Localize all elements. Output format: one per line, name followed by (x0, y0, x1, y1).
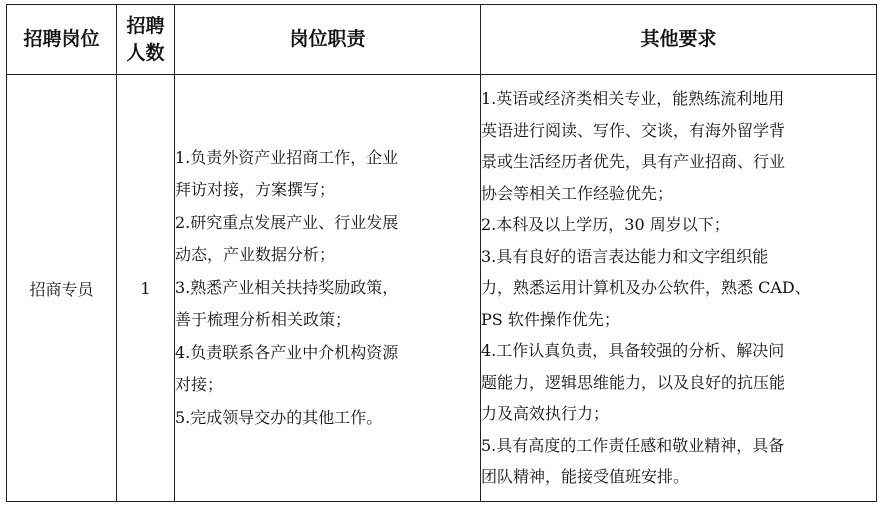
requirement-line: 团队精神，能接受值班安排。 (481, 467, 690, 487)
recruitment-table (6, 4, 877, 502)
duty-line: 5.完成领导交办的其他工作。 (175, 407, 383, 427)
duty-line: 动态，产业数据分析； (175, 245, 336, 265)
duty-line: 对接； (175, 375, 224, 395)
requirement-line: 英语进行阅读、写作、交谈，有海外留学背 (481, 120, 786, 140)
header-row (7, 5, 877, 75)
requirement-line: 4.工作认真负责，具备较强的分析、解决问 (481, 341, 785, 361)
requirement-line: 3.具有良好的语言表达能力和文字组织能 (481, 246, 769, 266)
requirement-line: 2.本科及以上学历，30 周岁以下； (481, 215, 730, 235)
header-position: 招聘岗位 (7, 5, 117, 75)
requirement-line: 力及高效执行力； (481, 404, 610, 424)
requirement-line: PS 软件操作优先； (481, 309, 620, 329)
requirement-line: 题能力，逻辑思维能力，以及良好的抗压能 (481, 372, 786, 392)
requirement-line: 协会等相关工作经验优先； (481, 183, 674, 203)
requirement-line: 力，熟悉运用计算机及办公软件，熟悉 CAD、 (481, 278, 811, 298)
cell-count: 1 (117, 75, 175, 502)
requirement-line: 5.具有高度的工作责任感和敬业精神，具备 (481, 435, 785, 455)
header-count (117, 5, 175, 75)
cell-requirements (481, 75, 877, 502)
header-requirements: 其他要求 (481, 5, 877, 75)
duty-line: 2.研究重点发展产业、行业发展 (175, 212, 399, 232)
duty-line: 4.负责联系各产业中介机构资源 (175, 342, 399, 362)
header-duties: 岗位职责 (175, 5, 481, 75)
requirement-line: 1.英语或经济类相关专业，能熟练流利地用 (481, 89, 785, 109)
header-count-line2: 人数 (126, 41, 165, 64)
cell-duties (175, 75, 481, 502)
duty-line: 3.熟悉产业相关扶持奖励政策， (175, 277, 399, 297)
header-count-line1: 招聘 (126, 14, 165, 37)
requirement-line: 景或生活经历者优先，具有产业招商、行业 (481, 152, 786, 172)
duty-line: 拜访对接，方案撰写； (175, 180, 336, 200)
cell-position: 招商专员 (7, 75, 117, 502)
duty-line: 善于梳理分析相关政策； (175, 310, 352, 330)
duty-line: 1.负责外资产业招商工作，企业 (175, 147, 399, 167)
table-row (7, 75, 877, 502)
